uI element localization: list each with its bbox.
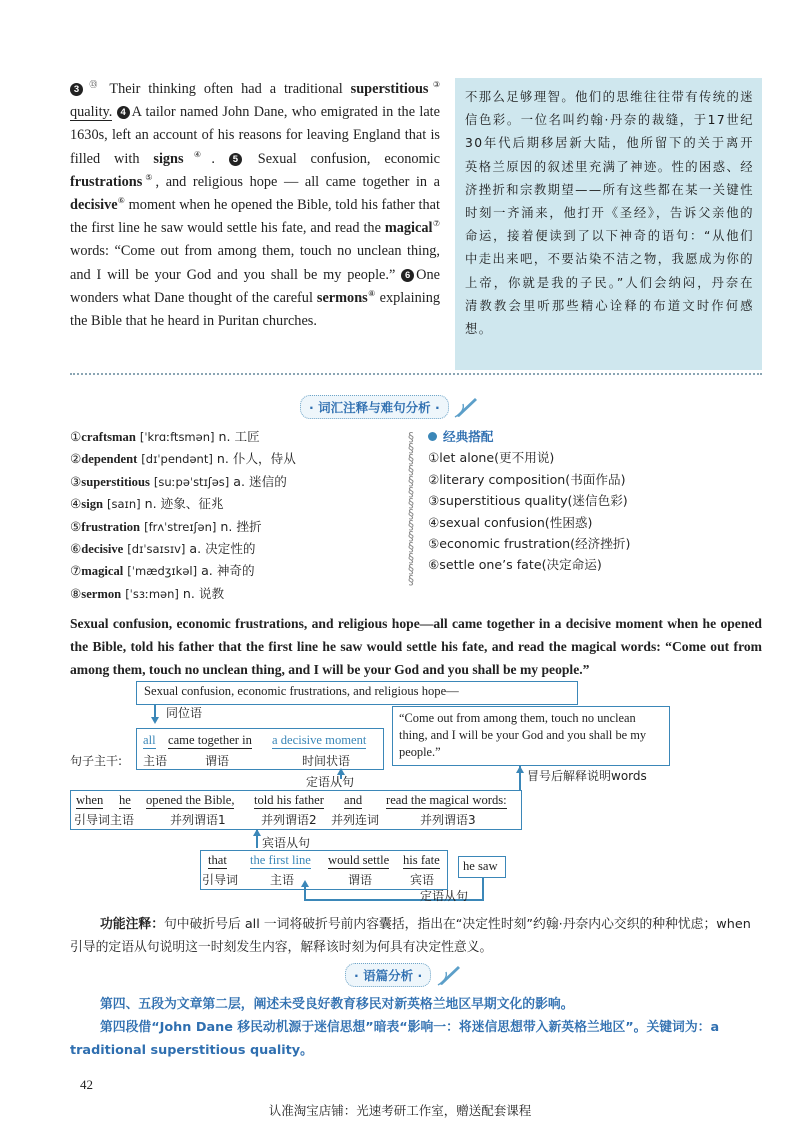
- sentence-4-text: A tailor named John Dane, who emigrated in the late 1630s, left an account of his reasons for leaving England that is filled with: [70, 104, 440, 167]
- vocab-definition: n. 说教: [182, 585, 225, 601]
- collocations-list: [428, 447, 758, 575]
- vocab-word: decisive: [81, 542, 124, 557]
- sentence-number-4: 4: [117, 106, 130, 119]
- discourse-analysis-2: 第四段借“John Dane 移民动机源于迷信思想”暗表“影响一：将迷信思想带入新英格兰地区”。关键词为：a traditional superstitious quality。: [70, 1020, 720, 1058]
- main-clause-label: 句子主干:: [70, 754, 123, 768]
- vocab-definition: a. 神奇的: [201, 563, 255, 579]
- label-pred1: 并列谓语1: [170, 813, 226, 827]
- word-first-line: the first line: [250, 853, 311, 867]
- sentence-number-6: 6: [401, 269, 414, 282]
- vocab-word: magical: [81, 564, 124, 579]
- vocab-definition: n. 工匠: [218, 429, 260, 444]
- label-subject: 主语: [143, 754, 168, 768]
- collocation-item: ⑥settle one’s fate(决定命运): [428, 557, 602, 573]
- vocab-item: ⑧sermon [ˈsɜːmən] n. 说教: [70, 585, 225, 601]
- appositive-label: 同位语: [166, 706, 203, 720]
- word-read: read the magical words:: [386, 793, 507, 807]
- vocab-definition: n. 迹象、征兆: [144, 496, 224, 512]
- collocations-title: 经典搭配: [428, 426, 758, 447]
- vocab-word: sign: [81, 497, 103, 512]
- sentence-6-text: One wonders what Dane thought of the careful: [70, 266, 440, 306]
- vocab-word: craftsman: [81, 430, 136, 444]
- vocab-list: [70, 426, 400, 605]
- attr-clause-label: 定语从句: [306, 775, 355, 789]
- dotted-divider: [70, 373, 762, 375]
- keyword-superstitious: superstitious: [350, 81, 429, 97]
- keyword-magical: magical: [384, 220, 433, 237]
- vocab-definition: n. 挫折: [220, 518, 262, 534]
- word-would-settle: would settle: [328, 853, 390, 867]
- footer-text: 认准淘宝店铺：光速考研工作室，赠送配套课程: [268, 1103, 532, 1118]
- collocation-item: ①let alone(更不用说): [428, 450, 555, 466]
- collocation-item: ⑤economic frustration(经济挫折): [428, 536, 631, 552]
- vocab-phonetic: [saɪn]: [107, 497, 141, 512]
- keyword-decisive: decisive: [70, 197, 118, 214]
- discourse-section-header: · 语篇分析 ·: [345, 963, 462, 987]
- page-number: 42: [80, 1077, 93, 1092]
- column-separator: § § § § § § § § § § § § § §: [408, 432, 414, 587]
- vocab-item: ③superstitious [suːpəˈstɪʃəs] a. 迷信的: [70, 473, 287, 489]
- vocab-phonetic: [ˈsɜːmən]: [125, 586, 179, 601]
- label-rel-subject: 引导词主语: [74, 813, 135, 827]
- vocab-item: ②dependent [dɪˈpendənt] n. 仆人，侍从: [70, 451, 296, 467]
- word-when: when: [76, 793, 104, 807]
- label-rel: 引导词: [202, 873, 239, 887]
- word-that: that: [208, 853, 227, 867]
- label-subject-2: 主语: [270, 873, 295, 887]
- vocab-item: ⑥decisive [dɪˈsaɪsɪv] a. 决定性的: [70, 541, 256, 557]
- vocab-phonetic: [frʌˈstreɪʃən]: [144, 519, 217, 534]
- collocations-panel: [428, 426, 758, 576]
- sentence-number-5: 5: [229, 153, 242, 166]
- quill-icon: [453, 396, 479, 418]
- keyword-frustrations: frustrations: [70, 173, 143, 190]
- label-pred3: 并列谓语3: [420, 813, 476, 827]
- vocab-phonetic: [dɪˈpendənt]: [141, 452, 213, 467]
- appositive-text: Sexual confusion, economic frustrations, and religious hope—: [144, 684, 459, 698]
- vocab-item: ⑦magical [ˈmædʒɪkəl] a. 神奇的: [70, 563, 255, 579]
- colon-note: 冒号后解释说明words: [527, 769, 647, 783]
- quill-icon: [436, 964, 462, 986]
- passage-paragraph: 3 ⑬ Their thinking often had a traditional superstitious③ quality. 4 A tailor named John Dane, who emigrated in the late 1630s, left an account of his reasons for leaving England that is filled with signs④. 5 Sexual confusion, economic frustrations⑤, and religious hope — all came together in a decisive⑥ moment when he opened the Bible, told his father that the first line he saw would settle his fate, and read the magical⑦ words: “Come out from among them, touch no unclean thing, and I will be your God and you shall be my people.” 6 One wonders what Dane thought of the careful sermons⑧ explaining the Bible that he heard in Puritan churches.: [70, 80, 441, 330]
- vocab-definition: a. 迷信的: [233, 473, 287, 489]
- word-he-saw: he saw: [463, 859, 498, 873]
- attr-clause-label-2: 定语从句: [420, 889, 469, 903]
- subject-all: all: [143, 733, 156, 747]
- translation-box: 不那么足够理智。他们的思维往往带有传统的迷信色彩。一位名叫约翰·丹奈的裁缝，于17世纪30年代后期移居新大陆，他所留下的关于离开英格兰原因的叙述里充满了神迹。性的困惑、经济挫折和宗教期望——所有这些都在某一关键性时刻一齐涌来，他打开《圣经》，告诉父亲他的命运，接着便读到了以下神奇的语句：“从他们中走出来吧，不要沾染不洁之物，我愿成为你的上帝，你就是我的子民。”人们会纳闷，丹奈在清教教会里听那些精心诠释的布道文时作何感想。: [455, 78, 762, 370]
- word-he: he: [119, 793, 131, 807]
- bullet-icon: [428, 432, 437, 441]
- vocab-word: sermon: [81, 586, 122, 601]
- adverbial-decisive-moment: a decisive moment: [272, 733, 367, 747]
- word-opened: opened the Bible,: [146, 793, 235, 807]
- vocab-item: ④sign [saɪn] n. 迹象、征兆: [70, 496, 224, 512]
- vocab-word: superstitious: [81, 474, 150, 489]
- word-and: and: [344, 793, 363, 807]
- quote-text: “Come out from among them, touch no unclean thing, and I will be your God and you shall be my people.”: [399, 711, 647, 759]
- label-adverbial: 时间状语: [302, 754, 351, 768]
- collocation-item: ②literary composition(书面作品): [428, 471, 626, 487]
- vocab-phonetic: [dɪˈsaɪsɪv]: [127, 542, 186, 557]
- vocab-item: ⑤frustration [frʌˈstreɪʃən] n. 挫折: [70, 518, 262, 534]
- predicate-came-together: came together in: [168, 733, 252, 747]
- vocab-definition: n. 仆人，侍从: [216, 451, 296, 467]
- difficult-sentence: Sexual confusion, economic frustrations, and religious hope—all came together in a decisive moment when he opened the Bible, told his father that the first line he saw would settle his fate, and read the magical words: “Come out from among them, touch no unclean thing, and I will be your God and you shall be my people.”: [70, 616, 762, 677]
- collocation-item: ④sexual confusion(性困惑): [428, 514, 593, 530]
- sentence-3-text: Their thinking often had a traditional: [109, 81, 351, 97]
- word-his-fate: his fate: [403, 853, 440, 867]
- sentence-number-3: 3: [70, 83, 83, 96]
- vocab-item: ①craftsman [ˈkrɑːftsmən] n. 工匠: [70, 429, 260, 444]
- vocab-phonetic: [suːpəˈstɪʃəs]: [153, 474, 230, 489]
- vocab-section-header: · 词汇注释与难句分析 ·: [300, 395, 479, 419]
- vocab-word: dependent: [81, 452, 138, 467]
- keyword-sermons: sermons: [316, 289, 368, 306]
- object-clause-label: 宾语从句: [262, 836, 311, 850]
- label-predicate-2: 谓语: [348, 873, 373, 887]
- label-conj: 并列连词: [331, 813, 380, 827]
- label-object: 宾语: [410, 873, 435, 887]
- sentence-3-end: quality.: [70, 104, 113, 121]
- collocation-item: ③superstitious quality(迷信色彩): [428, 493, 628, 509]
- vocab-phonetic: [ˈmædʒɪkəl]: [127, 564, 198, 579]
- word-told: told his father: [254, 793, 324, 807]
- keyword-signs: signs: [153, 150, 184, 167]
- sentence-5-text-a: Sexual confusion, economic: [257, 150, 440, 167]
- discourse-analysis-1: 第四、五段为文章第二层，阐述未受良好教育移民对新英格兰地区早期文化的影响。: [100, 997, 574, 1012]
- vocab-definition: a. 决定性的: [189, 541, 256, 557]
- vocab-word: frustration: [81, 519, 141, 534]
- function-note: 功能注释：句中破折号后 all 一词将破折号前内容囊括，指出在“决定性时刻”约翰·丹奈内心交织的种种忧虑；when 引导的定语从句说明这一时刻发生内容，解释该时刻为何具有决定性意义。: [70, 917, 751, 955]
- vocab-phonetic: [ˈkrɑːftsmən]: [139, 430, 215, 444]
- label-pred2: 并列谓语2: [261, 813, 317, 827]
- label-predicate: 谓语: [205, 754, 230, 768]
